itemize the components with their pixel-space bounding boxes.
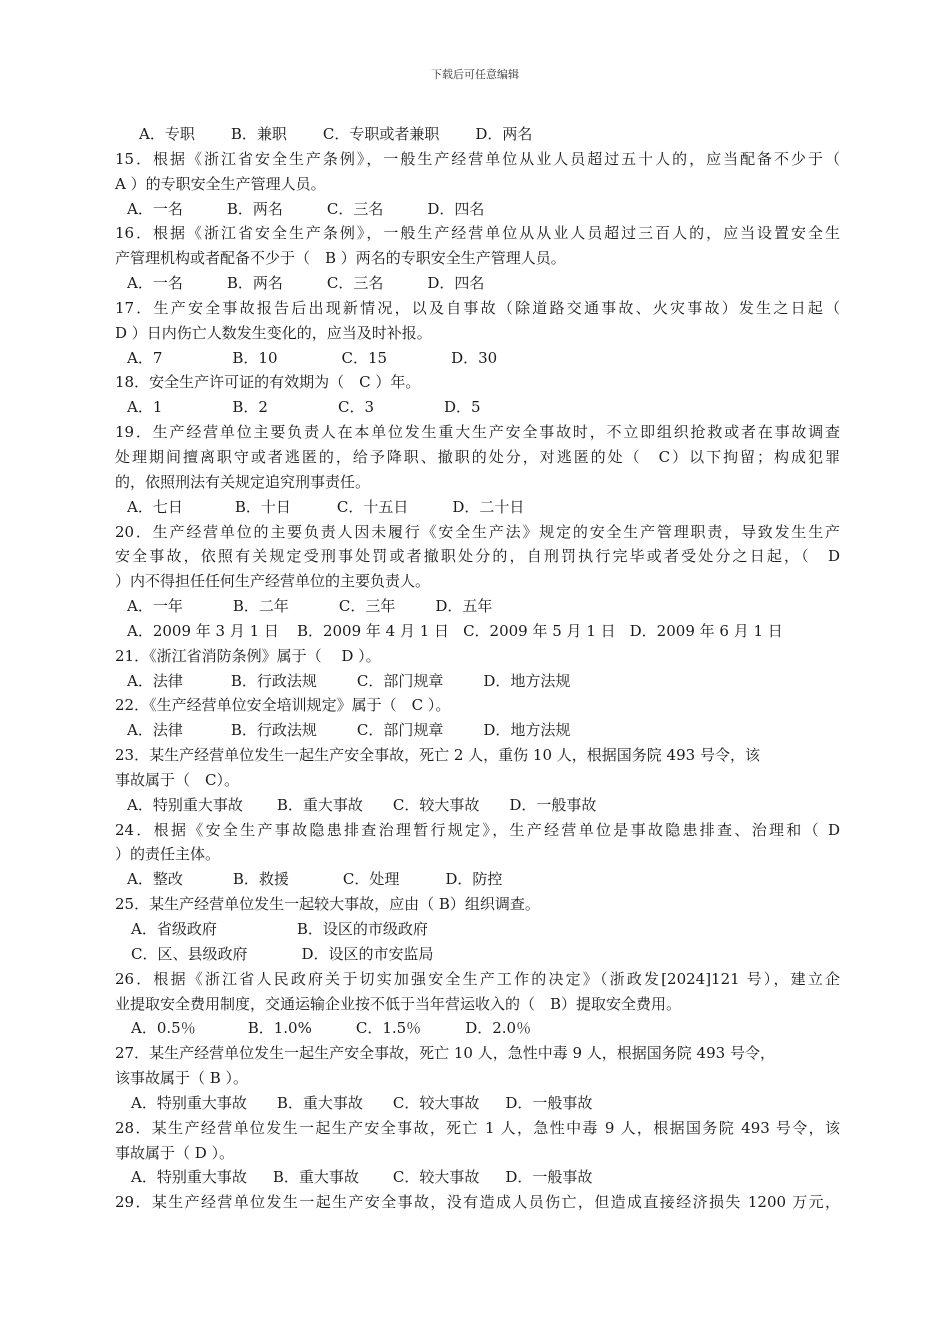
question-line: 22．《生产经营单位安全培训规定》属于（ C ）。: [115, 696, 451, 715]
answer-option: B．设区的市级政府: [296, 920, 428, 938]
answer-option: D．30: [451, 348, 498, 367]
answer-option: D．五年: [435, 597, 493, 616]
answer-option: D．2009 年 6 月 1 日: [629, 621, 783, 640]
answer-option: C．三名: [326, 199, 384, 218]
question-line: 事故属于（ C）。: [115, 770, 239, 789]
options-line: [115, 917, 840, 942]
answer-option: A．2009 年 3 月 1 日: [127, 621, 279, 640]
question-line: 26．根据《浙江省人民政府关于切实加强安全生产工作的决定》（浙政发[2024]121 号），建立企: [115, 969, 840, 988]
answer-option: C．部门规章: [356, 671, 444, 690]
answer-option: C．专职或者兼职: [322, 125, 440, 143]
answer-option: C．15: [341, 348, 388, 367]
options-line: [115, 122, 840, 147]
options-line: [115, 594, 840, 619]
answer-option: A．7: [127, 348, 163, 367]
question-line: 的，依照刑法有关规定追究刑事责任。: [115, 472, 371, 491]
question-line: 20．生产经营单位的主要负责人因未履行《安全生产法》规定的安全生产管理职责，导致发生生产: [115, 522, 840, 541]
answer-option: C．十五日: [336, 497, 409, 516]
question-line: 28．某生产经营单位发生一起生产安全事故，死亡 1 人，急性中毒 9 人，根据国务院 493 号令，该: [115, 1118, 840, 1137]
answer-option: C．2009 年 5 月 1 日: [463, 621, 616, 640]
answer-option: A．1: [127, 398, 163, 417]
answer-option: D．一般事故: [505, 1168, 593, 1187]
answer-option: B．1.0%: [247, 1019, 312, 1038]
answer-option: B．十日: [234, 497, 291, 516]
options-line: [115, 1165, 840, 1190]
question-line: 18．安全生产许可证的有效期为（ C ）年。: [115, 373, 421, 392]
question-line: ）内不得担任任何生产经营单位的主要负责人。: [115, 572, 431, 591]
answer-option: D．四名: [427, 199, 485, 218]
answer-option: D．地方法规: [483, 671, 571, 690]
page-header: 下载后可任意编辑: [431, 68, 519, 81]
answer-option: B．兼职: [230, 125, 287, 143]
question-line: 19．生产经营单位主要负责人在本单位发生重大生产安全事故时，不立即组织抢救或者在事故调查: [115, 423, 840, 442]
options-line: [115, 669, 840, 694]
answer-option: A．法律: [127, 671, 183, 690]
answer-option: B．两名: [226, 199, 283, 218]
options-line: [115, 1016, 840, 1041]
options-line: [115, 718, 840, 743]
answer-option: D．二十日: [452, 497, 525, 516]
question-line: 安全事故，依照有关规定受刑事处罚或者撤职处分的，自刑罚执行完毕或者受处分之日起，（ D: [115, 547, 840, 566]
question-line: 该事故属于（ B ）。: [115, 1069, 249, 1088]
question-line: 事故属于（ D ）。: [115, 1143, 235, 1162]
answer-option: A．法律: [127, 721, 183, 740]
answer-option: C．较大事故: [392, 1093, 480, 1112]
answer-option: A．一名: [127, 274, 183, 293]
question-line: 17．生产安全事故报告后出现新情况，以及自事故（除道路交通事故、火灾事故）发生之日起（: [115, 298, 840, 317]
question-line: 业提取安全费用制度，交通运输企业按不低于当年营运收入的（ B）提取安全费用。: [115, 994, 682, 1013]
answer-option: C．1.5％: [355, 1019, 422, 1038]
answer-option: A．专职: [139, 125, 195, 143]
answer-option: B．行政法规: [230, 721, 317, 740]
question-line: 25．某生产经营单位发生一起较大事故，应由（ B）组织调查。: [115, 895, 540, 914]
answer-option: B．重大事故: [272, 1168, 359, 1187]
answer-option: C．部门规章: [356, 721, 444, 740]
question-line: 23．某生产经营单位发生一起生产安全事故，死亡 2 人，重伤 10 人，根据国务院 493 号令，该: [115, 746, 760, 765]
answer-option: A．特别重大事故: [131, 1168, 247, 1187]
answer-option: D．四名: [427, 274, 485, 293]
answer-option: A．一名: [127, 199, 183, 218]
answer-option: A．一年: [127, 597, 183, 616]
options-line: [115, 271, 840, 296]
options-line: [115, 1091, 840, 1116]
answer-option: C．区、县级政府: [131, 944, 248, 963]
answer-option: B．二年: [232, 597, 289, 616]
answer-option: D．一般事故: [509, 795, 597, 814]
question-line: ）的责任主体。: [115, 845, 221, 864]
options-line: [115, 793, 840, 818]
answer-option: B．重大事故: [276, 1093, 363, 1112]
question-line: 27．某生产经营单位发生一起生产安全事故，死亡 10 人，急性中毒 9 人，根据国务院 493 号令，: [115, 1044, 775, 1063]
answer-option: D．2.0％: [465, 1019, 532, 1038]
answer-option: A．省级政府: [131, 920, 217, 938]
answer-option: C．3: [337, 398, 374, 417]
question-line: 21．《浙江省消防条例》属于（ D ）。: [115, 646, 381, 665]
answer-option: C．较大事故: [392, 1168, 480, 1187]
question-line: A ）的专职安全生产管理人员。: [115, 174, 326, 193]
answer-option: D．设区的市安监局: [301, 944, 434, 963]
answer-option: A．0.5％: [131, 1019, 196, 1038]
question-line: 16．根据《浙江省安全生产条例》，一般生产经营单位从从业人员超过三百人的，应当设置安全生: [115, 224, 840, 243]
question-line: D ）日内伤亡人数发生变化的，应当及时补报。: [115, 323, 432, 342]
answer-option: B．2: [232, 398, 268, 417]
answer-option: C．三名: [326, 274, 384, 293]
options-line: [115, 395, 840, 420]
question-line: 15．根据《浙江省安全生产条例》，一般生产经营单位从业人员超过五十人的，应当配备不少于（: [115, 149, 840, 168]
answer-option: B．行政法规: [230, 671, 317, 690]
answer-option: B．2009 年 4 月 1 日: [296, 621, 450, 640]
question-line: 产管理机构或者配备不少于（ B ）两名的专职安全生产管理人员。: [115, 249, 566, 268]
document-body: [115, 122, 840, 1215]
question-line: 处理期间擅离职守或者逃匿的，给予降职、撤职的处分，对逃匿的处（ C）以下拘留；构成犯罪: [115, 447, 840, 466]
options-line: [115, 619, 840, 644]
answer-option: B．两名: [226, 274, 283, 293]
answer-option: D．两名: [475, 125, 533, 143]
answer-option: B．10: [232, 348, 278, 367]
answer-option: C．三年: [338, 597, 396, 616]
options-line: [115, 867, 840, 892]
answer-option: D．防控: [445, 870, 503, 889]
answer-option: A．特别重大事故: [131, 1093, 247, 1112]
question-line: 24．根据《安全生产事故隐患排查治理暂行规定》，生产经营单位是事故隐患排查、治理和（ D: [115, 820, 840, 839]
answer-option: D．5: [444, 398, 481, 417]
answer-option: B．重大事故: [276, 795, 363, 814]
answer-option: C．较大事故: [392, 795, 480, 814]
answer-option: D．地方法规: [483, 721, 571, 740]
answer-option: C．处理: [342, 870, 400, 889]
answer-option: A．特别重大事故: [127, 795, 243, 814]
answer-option: B．救援: [232, 870, 289, 889]
answer-option: A．七日: [127, 497, 183, 516]
options-line: [115, 197, 840, 222]
options-line: [115, 942, 840, 967]
question-line: 29．某生产经营单位发生一起生产安全事故，没有造成人员伤亡，但造成直接经济损失 1200 万元，: [115, 1193, 840, 1212]
options-line: [115, 495, 840, 520]
answer-option: A．整改: [127, 870, 183, 889]
options-line: [115, 346, 840, 371]
answer-option: D．一般事故: [505, 1093, 593, 1112]
